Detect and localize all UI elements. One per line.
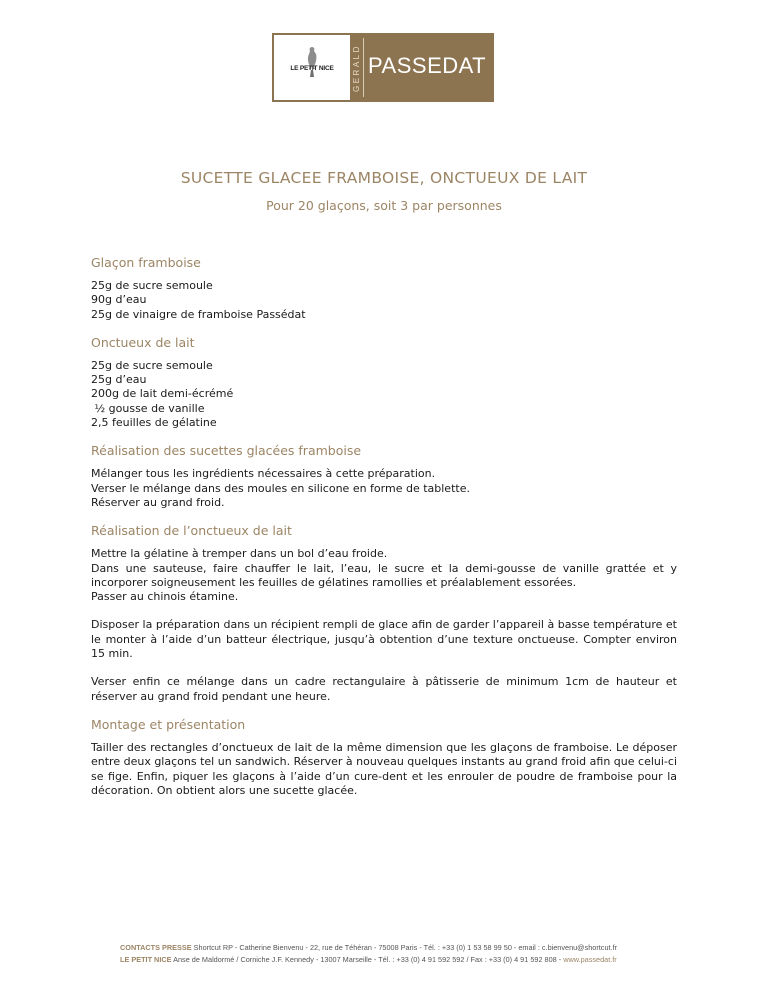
footer-press-text: Shortcut RP - Catherine Bienvenu - 22, rue de Téhéran - 75008 Paris - Tél. : +33 (0) 1 53 58 99 50 - email : c.bienvenu@shortcut.fr: [193, 943, 618, 952]
logo-vertical-text: GERALD: [352, 44, 361, 92]
logo-divider: [363, 38, 364, 97]
footer-press-label: CONTACTS PRESSE: [120, 943, 192, 952]
footer-nice-text: Anse de Maldormé / Corniche J.F. Kennedy - 13007 Marseille - Tél. : +33 (0) 4 91 592 592 / Fax : +33 (0) 4 91 592 808 -: [173, 955, 564, 964]
section-onctueux: [91, 334, 677, 430]
section-heading: Montage et présentation: [91, 716, 246, 732]
section-montage: [91, 716, 677, 798]
step-paragraph: Disposer la préparation dans un récipient rempli de glace afin de garder l’appareil à basse température et le monter à l’aide d’un batteur électrique, jusqu’à obtention d’une texture onctueuse. Compter environ 15 min.: [91, 618, 677, 661]
logo-badge-text: LE PETIT NICE: [290, 65, 334, 72]
recipe-title: SUCETTE GLACEE FRAMBOISE, ONCTUEUX DE LAIT: [180, 169, 588, 187]
step-line: Mettre la gélatine à tremper dans un bol d’eau froide.: [91, 547, 388, 561]
step-paragraph: Verser enfin ce mélange dans un cadre rectangulaire à pâtisserie de minimum 1cm de hauteur et réserver au grand froid pendant une heure.: [91, 675, 677, 703]
step-line: Passer au chinois étamine.: [91, 590, 239, 604]
step-line: Mélanger tous les ingrédients nécessaires à cette préparation.: [91, 467, 436, 481]
brand-logo: [272, 33, 494, 102]
ingredient-line: 25g de sucre semoule: [91, 279, 213, 292]
section-realisation-sucettes: [91, 442, 677, 510]
recipe-content: [91, 254, 677, 810]
footer-nice-label: LE PETIT NICE: [120, 955, 172, 964]
page-footer: [120, 942, 617, 966]
step-line: Réserver au grand froid.: [91, 495, 225, 509]
logo-badge-panel: [274, 35, 350, 100]
ingredient-line: 25g d’eau: [91, 373, 147, 387]
section-heading: Réalisation des sucettes glacées framboise: [91, 443, 362, 459]
ingredient-line: ½ gousse de vanille: [91, 401, 205, 415]
footer-website-link[interactable]: www.passedat.fr: [563, 955, 617, 964]
ingredient-line: 90g d’eau: [91, 293, 147, 307]
step-paragraph: Dans une sauteuse, faire chauffer le lait, l’eau, le sucre et la demi-gousse de vanille grattée et y incorporer soigneusement les feuilles de gélatines ramollies et préalablement essorées.: [91, 561, 677, 589]
bird-icon: [304, 45, 320, 79]
ingredient-line: 2,5 feuilles de gélatine: [91, 416, 217, 430]
footer-press-line: [120, 942, 617, 954]
section-heading: Onctueux de lait: [91, 334, 195, 350]
logo-brand-text: PASSEDAT: [368, 53, 487, 78]
footer-nice-line: [120, 954, 617, 966]
ingredient-line: 25g de sucre semoule: [91, 358, 213, 372]
section-heading: Glaçon framboise: [91, 255, 201, 270]
section-realisation-onctueux: [91, 522, 677, 704]
section-glacon: [91, 254, 677, 322]
step-paragraph: Tailler des rectangles d’onctueux de lait de la même dimension que les glaçons de framboise. Le déposer entre deux glaçons tel un sandwich. Réserver à nouveau quelques instants au grand froid afin que celui-ci se fige. Enfin, piquer les glaçons à l’aide d’un cure-dent et les enrouler de poudre de framboise pour la décoration. On obtient alors une sucette glacée.: [91, 740, 677, 797]
ingredient-line: 25g de vinaigre de framboise Passédat: [91, 307, 306, 321]
recipe-subtitle: Pour 20 glaçons, soit 3 par personnes: [266, 198, 502, 213]
step-line: Verser le mélange dans des moules en silicone en forme de tablette.: [91, 481, 470, 495]
ingredient-line: 200g de lait demi-écrémé: [91, 387, 234, 401]
section-heading: Réalisation de l’onctueux de lait: [91, 523, 292, 539]
